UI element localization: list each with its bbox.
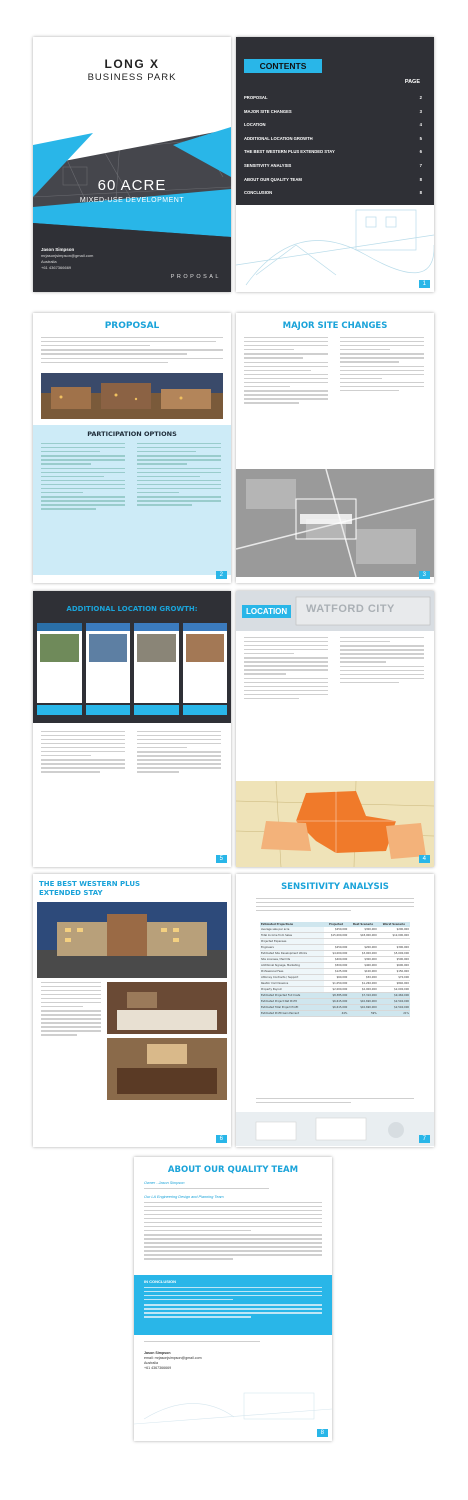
table-row-label: Engineers bbox=[260, 945, 324, 951]
proposal-page bbox=[33, 313, 231, 583]
cover-page bbox=[33, 37, 231, 292]
table-cell: $5,000,000 bbox=[378, 951, 410, 957]
table-header: Estimated Projections bbox=[260, 922, 324, 927]
table-cell: $3,000,000 bbox=[348, 951, 377, 957]
cover-title-line2: BUSINESS PARK bbox=[87, 72, 177, 83]
toc-item[interactable] bbox=[244, 190, 422, 204]
page-number: 1 bbox=[419, 280, 430, 288]
table-row-label: Estimated Profit Gain Percent bbox=[260, 1011, 324, 1017]
team-partner-label: Our LA Engineering Design and Planning Team bbox=[144, 1195, 224, 1199]
contents-title: CONTENTS bbox=[244, 59, 322, 73]
table-row-label: Total Income from Sales bbox=[260, 933, 324, 939]
location-page bbox=[236, 591, 434, 867]
table-cell: $8,385,000 bbox=[324, 993, 349, 999]
table-cell: $10,690,000 bbox=[348, 1005, 377, 1011]
growth-page bbox=[33, 591, 231, 867]
cover-contact-phone: +61 4367366669 bbox=[41, 265, 72, 270]
screenshot-card bbox=[183, 623, 228, 703]
table-row-label: Realtor Commissions bbox=[260, 981, 324, 987]
table-cell: $100,000 bbox=[348, 969, 377, 975]
table-cell: $10,690,000 bbox=[348, 999, 377, 1005]
sensitivity-page bbox=[236, 874, 434, 1147]
cover-contact bbox=[41, 247, 93, 271]
toc-item-label: CONCLUSION bbox=[244, 190, 273, 196]
town-photo bbox=[41, 373, 223, 419]
hotel-exterior-photo bbox=[37, 902, 227, 978]
location-left-column bbox=[244, 637, 328, 702]
table-cell: $300,000 bbox=[348, 927, 377, 933]
table-row-label: Professional Fees bbox=[260, 969, 324, 975]
toc-item-page: 5 bbox=[419, 135, 422, 141]
cover-acre: 60 ACRE bbox=[97, 177, 167, 194]
page-number: 3 bbox=[419, 571, 430, 579]
toc-item[interactable] bbox=[244, 95, 422, 109]
table-cell: $2,000,000 bbox=[348, 987, 377, 993]
table-cell: $125,000 bbox=[324, 969, 349, 975]
toc-item[interactable] bbox=[244, 109, 422, 123]
site-changes-right-column bbox=[340, 337, 424, 394]
page-number: 6 bbox=[216, 1135, 227, 1143]
table-cell: $50,000 bbox=[348, 975, 377, 981]
table-row-label: Projected Expenses bbox=[260, 939, 324, 945]
best-western-text bbox=[41, 982, 101, 1038]
team-contact-name: Jason Simpson bbox=[144, 1351, 171, 1355]
best-western-title bbox=[33, 880, 140, 898]
table-cell: $500,000 bbox=[378, 957, 410, 963]
table-cell: 44% bbox=[324, 1011, 349, 1017]
toc-item-label: ABOUT OUR QUALITY TEAM bbox=[244, 176, 302, 182]
toc-item-label: ADDITIONAL LOCATION GROWTH bbox=[244, 135, 313, 141]
table-cell: $840,000 bbox=[378, 981, 410, 987]
best-western-title-line2: EXTENDED STAY bbox=[39, 889, 103, 897]
sensitivity-outro bbox=[256, 1098, 414, 1106]
location-sign-text: WATFORD CITY bbox=[306, 603, 395, 615]
location-title: LOCATION bbox=[242, 605, 291, 618]
cover-contact-name: Jason Simpson bbox=[41, 247, 75, 252]
table-row-label: Attorney Contracts / Support bbox=[260, 975, 324, 981]
table-row-label: Estimated Projected Full Costs bbox=[260, 993, 324, 999]
table-header: Projected bbox=[324, 922, 349, 927]
toc-list bbox=[244, 95, 422, 204]
table-cell: $18,000,000 bbox=[348, 933, 377, 939]
hotel-room-photo bbox=[107, 982, 227, 1034]
toc-item-page: 4 bbox=[419, 122, 422, 128]
toc-item-label: LOCATION bbox=[244, 122, 266, 128]
screenshot-card bbox=[86, 623, 131, 703]
table-row-label: Estimated Site Development Works bbox=[260, 951, 324, 957]
team-partner-text bbox=[144, 1202, 322, 1262]
table-cell: $7,310,000 bbox=[348, 993, 377, 999]
table-cell: $9,460,000 bbox=[378, 993, 410, 999]
table-row-label: Additional Signage, Marketing bbox=[260, 963, 324, 969]
toc-item[interactable] bbox=[244, 177, 422, 191]
cover-footer: PROPOSAL bbox=[170, 274, 221, 280]
participation-right-column bbox=[137, 443, 221, 508]
screenshot-captions bbox=[37, 705, 227, 715]
table-cell: $500,000 bbox=[324, 963, 349, 969]
table-row-label: Average sale per acre bbox=[260, 927, 324, 933]
table-row bbox=[260, 1011, 410, 1017]
growth-right-column bbox=[137, 731, 221, 775]
table-row-label: Estimated Project Net Profit bbox=[260, 999, 324, 1005]
table-cell: $200,000 bbox=[348, 945, 377, 951]
best-western-page bbox=[33, 874, 231, 1147]
toc-item-page: 6 bbox=[419, 149, 422, 155]
table-cell: $2,540,000 bbox=[378, 999, 410, 1005]
table-cell: 59% bbox=[348, 1011, 377, 1017]
team-title: ABOUT OUR QUALITY TEAM bbox=[167, 1165, 299, 1175]
sensitivity-intro bbox=[256, 898, 414, 914]
table-cell: $250,000 bbox=[324, 945, 349, 951]
best-western-title-line1: THE BEST WESTERN PLUS bbox=[39, 880, 141, 888]
team-contact-country: Australia bbox=[144, 1361, 158, 1365]
team-page bbox=[134, 1157, 332, 1441]
toc-item[interactable] bbox=[244, 163, 422, 177]
cover-subtitle: MIXED-USE DEVELOPMENT bbox=[79, 197, 185, 204]
table-cell: $12,000,000 bbox=[378, 933, 410, 939]
sensitivity-title: SENSITIVITY ANALYSIS bbox=[281, 882, 389, 892]
desk-photo bbox=[236, 1112, 434, 1146]
hotel-interior-photo bbox=[107, 1038, 227, 1100]
aerial-photo bbox=[236, 469, 434, 577]
page-number: 7 bbox=[419, 1135, 430, 1143]
toc-item[interactable] bbox=[244, 149, 422, 163]
toc-item-page: 2 bbox=[419, 95, 422, 100]
toc-item-label: MAJOR SITE CHANGES bbox=[244, 108, 292, 114]
table-cell: $4,000,000 bbox=[324, 951, 349, 957]
team-contact-email: email: mrjasonjsimpson@gmail.com bbox=[144, 1356, 202, 1360]
growth-title: ADDITIONAL LOCATION GROWTH: bbox=[66, 605, 198, 613]
table-cell: $60,000 bbox=[324, 975, 349, 981]
page-number: 2 bbox=[216, 571, 227, 579]
growth-screenshots bbox=[37, 623, 227, 703]
table-cell: $2,000,000 bbox=[324, 987, 349, 993]
toc-item-page: 8 bbox=[419, 190, 422, 196]
table-cell: $400,000 bbox=[324, 957, 349, 963]
team-owner-label: Owner - Jason Simpson bbox=[144, 1181, 185, 1185]
toc-item-page: 8 bbox=[419, 176, 422, 182]
table-cell: $150,000 bbox=[378, 969, 410, 975]
team-closing-text bbox=[144, 1341, 322, 1345]
conclusion-title: IN CONCLUSION bbox=[144, 1279, 176, 1284]
table-row-label: Site Licenses / Permits bbox=[260, 957, 324, 963]
toc-item[interactable] bbox=[244, 136, 422, 150]
toc-item[interactable] bbox=[244, 122, 422, 136]
location-right-column bbox=[340, 637, 424, 686]
table-cell: $6,615,000 bbox=[324, 999, 349, 1005]
conclusion-text bbox=[144, 1287, 322, 1320]
table-cell: $250,000 bbox=[324, 927, 349, 933]
page-number: 8 bbox=[317, 1429, 328, 1437]
site-changes-title: MAJOR SITE CHANGES bbox=[282, 321, 388, 331]
contents-page-header: PAGE bbox=[404, 79, 420, 85]
table-cell: $70,000 bbox=[378, 975, 410, 981]
team-contact-phone: +61 4367366669 bbox=[144, 1366, 172, 1370]
screenshot-card bbox=[134, 623, 179, 703]
table-cell: $300,000 bbox=[348, 957, 377, 963]
table-cell: $15,000,000 bbox=[324, 933, 349, 939]
toc-item-page: 7 bbox=[419, 162, 422, 168]
page-number: 5 bbox=[216, 855, 227, 863]
table-cell: $6,615,000 bbox=[324, 1005, 349, 1011]
toc-item-label: SENSITIVITY ANALYSIS bbox=[244, 162, 292, 168]
page-number: 4 bbox=[419, 855, 430, 863]
table-cell: $400,000 bbox=[348, 963, 377, 969]
sensitivity-table bbox=[260, 922, 410, 1017]
team-sketch-image bbox=[134, 1389, 332, 1429]
table-header: Worst Scenario bbox=[378, 922, 410, 927]
table-header: Best Scenario bbox=[348, 922, 377, 927]
proposal-title: PROPOSAL bbox=[104, 321, 160, 331]
toc-item-page: 3 bbox=[419, 108, 422, 114]
table-cell: $600,000 bbox=[378, 963, 410, 969]
growth-left-column bbox=[41, 731, 125, 775]
contents-sketch-image bbox=[236, 205, 434, 292]
participation-left-column bbox=[41, 443, 125, 512]
team-owner-text bbox=[144, 1188, 322, 1192]
table-cell: $2,540,000 bbox=[378, 1005, 410, 1011]
table-row-label: Property Payout bbox=[260, 987, 324, 993]
proposal-intro-text bbox=[41, 337, 223, 366]
cover-contact-email: mrjasonjsimpson@gmail.com bbox=[41, 253, 94, 258]
table-cell: $2,000,000 bbox=[378, 987, 410, 993]
toc-item-label: THE BEST WESTERN PLUS EXTENDED STAY bbox=[244, 149, 335, 155]
table-cell: $300,000 bbox=[378, 945, 410, 951]
table-cell: $200,000 bbox=[378, 927, 410, 933]
table-cell: 21% bbox=[378, 1011, 410, 1017]
site-changes-page bbox=[236, 313, 434, 583]
table-row-label: Estimated Total Project Profit bbox=[260, 1005, 324, 1011]
participation-title: PARTICIPATION OPTIONS bbox=[87, 430, 177, 438]
toc-item-label: PROPOSAL bbox=[244, 95, 268, 100]
cover-title-line1: LONG X bbox=[104, 57, 160, 71]
screenshot-card bbox=[37, 623, 82, 703]
table-cell: $1,050,000 bbox=[324, 981, 349, 987]
location-map bbox=[236, 781, 434, 867]
cover-contact-country: Australia bbox=[41, 259, 57, 264]
table-cell: $1,260,000 bbox=[348, 981, 377, 987]
site-changes-left-column bbox=[244, 337, 328, 406]
team-contact bbox=[144, 1351, 202, 1371]
contents-page bbox=[236, 37, 434, 292]
